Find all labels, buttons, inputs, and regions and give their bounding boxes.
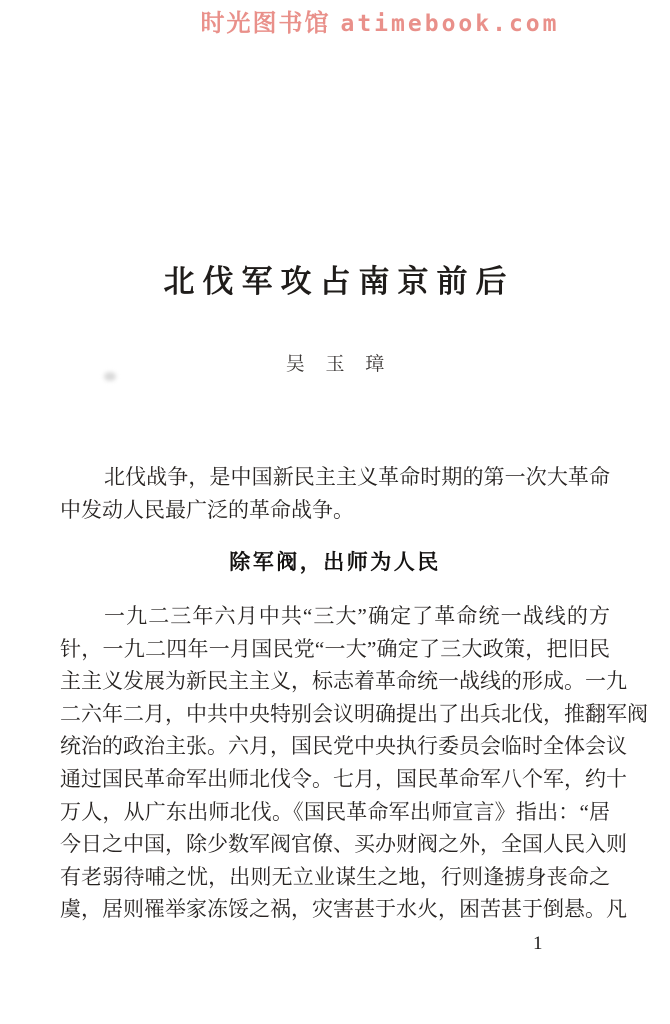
page-number: 1 [533,933,543,954]
intro-paragraph [60,461,610,526]
text-line: 针，一九二四年一月国民党“一大”确定了三大政策，把旧民 [60,636,610,661]
watermark-header [0,3,670,38]
author-name: 吴 玉 璋 [285,354,393,375]
text-line: 通过国民革命军出师北伐令。七月，国民革命军八个军，约十 [60,766,627,791]
scan-smudge-artifact [104,372,116,381]
text-line: 主主义发展为新民主主义，标志着革命统一战线的形成。一九 [60,669,627,694]
text-line: 北伐战争，是中国新民主主义革命时期的第一次大革命 [104,465,610,489]
text-line: 虞，居则罹举家冻馁之祸，灾害甚于水火，困苦甚于倒悬。凡 [60,897,627,922]
text-line: 万人，从广东出师北伐。《国民革命军出师宣言》指出：“居 [60,799,610,824]
section-heading: 除军阀，出师为人民 [229,550,441,574]
main-paragraph [60,600,648,926]
text-line: 有老弱待哺之忧，出则无立业谋生之地，行则逢掳身丧命之 [60,864,610,889]
watermark-site-url: atimebook.com [340,11,560,37]
text-line: 今日之中国，除少数军阀官僚、买办财阀之外，全国人民入则 [60,832,627,857]
text-line: 二六年二月，中共中央特别会议明确提出了出兵北伐，推翻军阀 [60,701,648,726]
article-title: 北伐军攻占南京前后 [163,264,515,299]
text-line: 中发动人民最广泛的革命战争。 [60,497,354,522]
text-line: 一九二三年六月中共“三大”确定了革命统一战线的方 [104,604,610,628]
text-line: 统治的政治主张。六月，国民党中央执行委员会临时全体会议 [60,734,627,759]
watermark-site-name: 时光图书馆 [200,9,331,37]
